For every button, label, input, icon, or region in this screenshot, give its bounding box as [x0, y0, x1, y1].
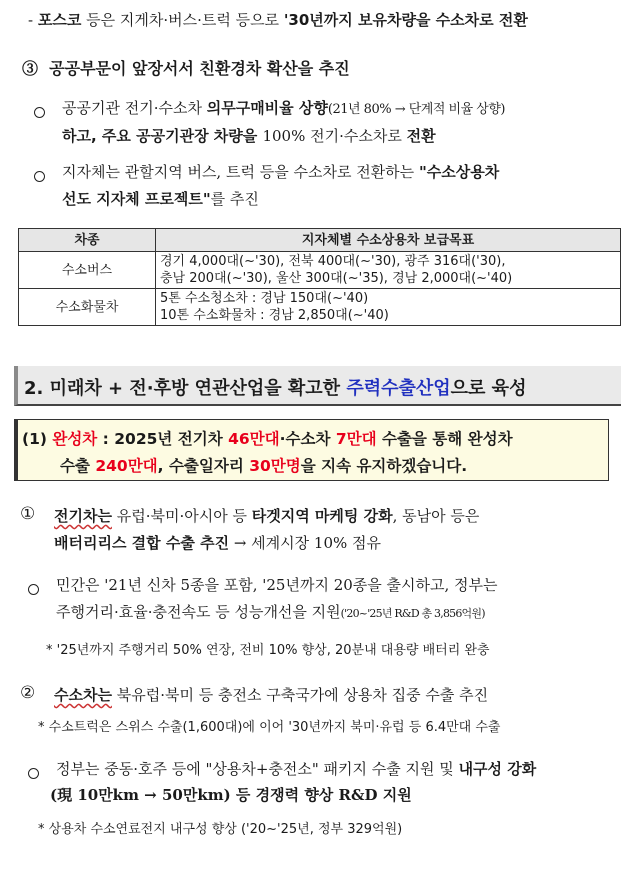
bullet-circle-icon — [28, 580, 39, 599]
target-cell: 5톤 수소청소차 : 경남 150대(~'40) 10톤 수소화물차 : 경남 2,850대(~'40) — [156, 289, 621, 326]
item-2-bullet-line-1: 정부는 중동·호주 등에 "상용차+충전소" 패키지 수출 지원 및 내구성 강화 — [56, 760, 537, 778]
bullet-2-line-1: 지자체는 관할지역 버스, 트럭 등을 수소차로 전환하는 "수소상용차 — [62, 163, 500, 181]
bullet-circle-icon — [28, 764, 39, 783]
item-1-bullet-line-1: 민간은 '21년 신차 5종을 포함, '25년까지 20종을 출시하고, 정부는 — [56, 576, 498, 594]
hydrogen-vehicle-target-table — [18, 228, 621, 326]
item-number: ① — [20, 504, 36, 524]
table-row — [19, 289, 621, 326]
bullet-circle-icon — [34, 103, 45, 122]
item-2-line: 수소차는 북유럽·북미 등 충전소 구축국가에 상용차 집중 수출 추진 — [54, 686, 489, 704]
bullet-1-line-1: 공공기관 전기·수소차 의무구매비율 상향(21년 80% → 단계적 비율 상향) — [62, 99, 505, 117]
vehicle-type-cell: 수소화물차 — [19, 289, 156, 326]
table-header-row — [19, 229, 621, 252]
summary-line-2: 수출 240만대, 수출일자리 30만명을 지속 유지하겠습니다. — [60, 457, 468, 475]
section-title: 공공부문이 앞장서서 친환경차 확산을 추진 — [49, 59, 350, 78]
section-2-title: 2. 미래차 + 전·후방 연관산업을 확고한 주력수출산업으로 육성 — [24, 378, 527, 399]
item-1-bullet-line-2: 주행거리·효율·충전속도 등 성능개선을 지원('20~'25년 R&D 총 3,856억원) — [56, 603, 485, 621]
item-2-bullet-line-2: (現 10만km → 50만km) 등 경쟁력 향상 R&D 지원 — [50, 786, 412, 804]
target-cell: 경기 4,000대(~'30), 전북 400대(~'30), 광주 316대('30), 충남 200대(~'30), 울산 300대(~'35), 경남 2,000대(~'40) — [156, 252, 621, 289]
footnote: * 상용차 수소연료전지 내구성 향상 ('20~'25년, 정부 329억원) — [38, 822, 403, 837]
vehicle-type-cell: 수소버스 — [19, 252, 156, 289]
footnote: * '25년까지 주행거리 50% 연장, 전비 10% 향상, 20분내 대용량 배터리 완충 — [46, 643, 490, 658]
item-1-line-1: 전기차는 유럽·북미·아시아 등 타겟지역 마케팅 강화, 동남아 등은 — [54, 507, 480, 525]
bullet-circle-icon — [34, 167, 45, 186]
section-number: ③ — [22, 59, 39, 78]
table-row — [19, 252, 621, 289]
posco-line: - 포스코 등은 지게차·버스·트럭 등으로 '30년까지 보유차량을 수소차로 전환 — [28, 11, 528, 29]
bullet-2-line-2: 선도 지자체 프로젝트"를 추진 — [62, 190, 259, 208]
summary-line-1: (1) 완성차 : 2025년 전기차 46만대·수소차 7만대 수출을 통해 완성차 — [22, 430, 513, 448]
item-1-line-2: 배터리리스 결합 수출 추진 → 세계시장 10% 점유 — [54, 534, 381, 552]
table-header: 지자체별 수소상용차 보급목표 — [156, 229, 621, 252]
item-number: ② — [20, 683, 36, 703]
bullet-1-line-2: 하고, 주요 공공기관장 차량을 100% 전기·수소차로 전환 — [62, 127, 436, 145]
section-3-heading — [22, 56, 350, 79]
table-header: 차종 — [19, 229, 156, 252]
footnote: * 수소트럭은 스위스 수출(1,600대)에 이어 '30년까지 북미·유럽 등 6.4만대 수출 — [38, 720, 501, 735]
